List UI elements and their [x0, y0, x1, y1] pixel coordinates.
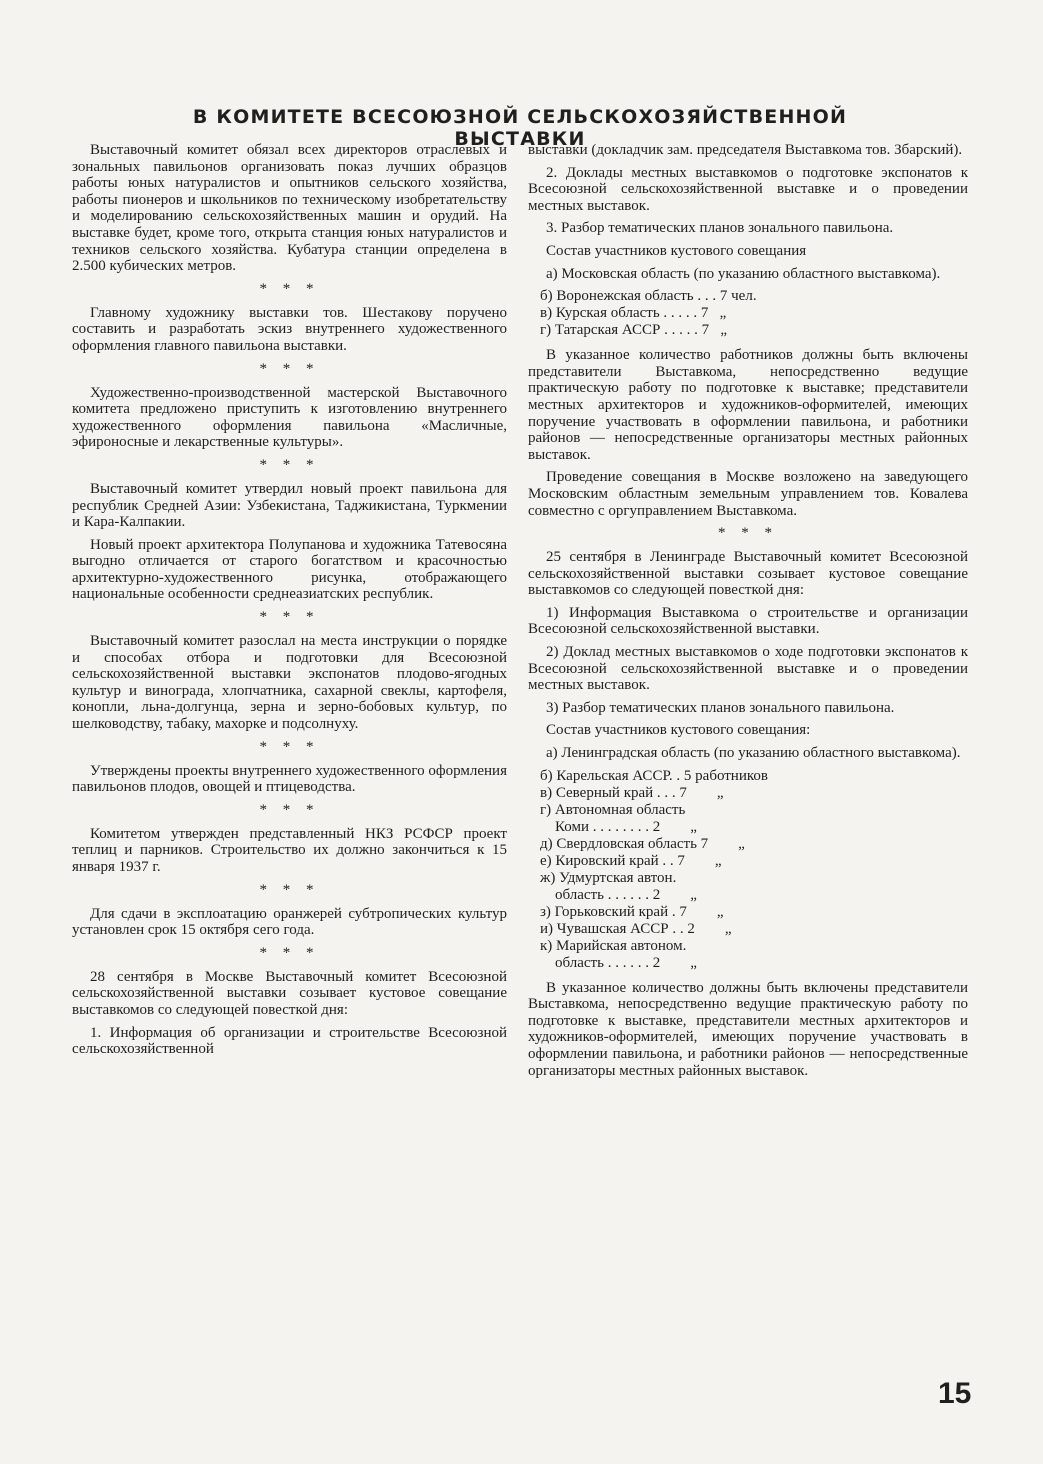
section-separator: * * *: [259, 801, 320, 818]
section-separator: * * *: [259, 738, 320, 755]
paragraph: а) Ленинградская область (по указанию областного выставкома).: [546, 745, 961, 762]
paragraph: Художественно-производственной мастерской Выставочного комитета предложено приступить к изготовлению внутреннего художественного оформления павильона «Масличные, эфироносные и лекарственные культуры».: [72, 384, 507, 451]
page-number: 15: [938, 1377, 972, 1410]
paragraph: Новый проект архитектора Полупанова и художника Татевосяна выгодно отличается от старого богатством и красочностью архитектурно-художественного рисунка, отображающего национальные особенности среднеазиатских республик.: [72, 536, 507, 603]
section-separator: * * *: [259, 360, 320, 377]
section-separator: * * *: [259, 280, 320, 297]
list-item: д) Свердловская область 7 „: [540, 835, 745, 852]
list-item: область . . . . . . 2 „: [540, 886, 697, 903]
list-item: з) Горьковский край . 7 „: [540, 903, 724, 920]
paragraph: 1. Информация об организации и строительстве Всесоюзной сельскохозяйственной: [72, 1024, 507, 1058]
section-separator: * * *: [259, 944, 320, 961]
paragraph: Главному художнику выставки тов. Шестакову поручено составить и разработать эскиз внутреннего художественного оформления главного павильона выставки.: [72, 304, 507, 354]
left-column: [72, 142, 507, 1064]
paragraph: Выставочный комитет обязал всех директоров отраслевых и зональных павильонов организовать показ лучших образцов работы юных натуралистов и опытников сельского хозяйства, работы пионеров и школьников по техническому изобретательству и моделированию сельскохозяйственных машин и орудий. На выставке будет, кроме того, открыта станция юных натуралистов и техников сельского хозяйства. Кубатура станции определена в 2.500 кубических метров.: [72, 142, 507, 275]
list-item: к) Марийская автоном.: [540, 937, 687, 954]
paragraph: 25 сентября в Ленинграде Выставочный комитет Всесоюзной сельскохозяйственной выставки созывает кустовое совещание выставкомов со следующей повесткой дня:: [528, 549, 968, 599]
paragraph: 3) Разбор тематических планов зонального павильона.: [546, 699, 895, 716]
page-title: В КОМИТЕТЕ ВСЕСОЮЗНОЙ СЕЛЬСКОХОЗЯЙСТВЕННОЙ ВЫСТАВКИ: [192, 106, 848, 150]
list-item: в) Северный край . . . 7 „: [540, 784, 724, 801]
section-separator: * * *: [259, 456, 320, 473]
paragraph: 2. Доклады местных выставкомов о подготовке экспонатов к Всесоюзной сельскохозяйственной выставке и о проведении местных выставок.: [528, 164, 968, 214]
list-item: в) Курская область . . . . . 7 „: [540, 305, 727, 322]
list-item: е) Кировский край . . 7 „: [540, 852, 722, 869]
paragraph: Состав участников кустового совещания:: [546, 722, 811, 739]
right-column: [528, 142, 968, 1085]
section-separator: * * *: [718, 525, 778, 542]
paragraph: Для сдачи в эксплоатацию оранжерей субтропических культур установлен срок 15 октября сего года.: [72, 905, 507, 939]
paragraph: Комитетом утвержден представленный НКЗ РСФСР проект теплиц и парников. Строительство их должно закончиться к 15 января 1937 г.: [72, 825, 507, 875]
list-item: г) Автономная область: [540, 801, 686, 818]
list-item: ж) Удмуртская автон.: [540, 869, 677, 886]
list-item: область . . . . . . 2 „: [540, 954, 697, 971]
section-separator: * * *: [259, 881, 320, 898]
paragraph: Состав участников кустового совещания: [546, 242, 807, 259]
list-item: и) Чувашская АССР . . 2 „: [540, 920, 732, 937]
paragraph: 28 сентября в Москве Выставочный комитет Всесоюзной сельскохозяйственной выставки созывает кустовое совещание выставкомов со следующей повесткой дня:: [72, 968, 507, 1018]
list-item: б) Воронежская область . . . 7 чел.: [540, 288, 757, 305]
paragraph: выставки (докладчик зам. председателя Выставкома тов. Збарский).: [528, 142, 963, 158]
section-separator: * * *: [259, 609, 320, 626]
paragraph: 1) Информация Выставкома о строительстве и организации Всесоюзной сельскохозяйственной выставки.: [528, 604, 968, 638]
paragraph: В указанное количество должны быть включены представители Выставкома, непосредственно ведущие практическую работу по подготовке к выставке, представители местных архитекторов и художников-оформителей, имеющих поручение участвовать в оформлении павильона, и работники районов — непосредственные организаторы местных районных выставок.: [528, 979, 968, 1079]
list-item: Коми . . . . . . . . 2 „: [540, 818, 697, 835]
paragraph: а) Московская область (по указанию областного выставкома).: [546, 265, 941, 282]
participants-list-leningrad: [528, 768, 968, 972]
paragraph: 3. Разбор тематических планов зонального павильона.: [546, 220, 894, 237]
paragraph: Утверждены проекты внутреннего художественного оформления павильонов плодов, овощей и птицеводства.: [72, 762, 507, 796]
paragraph: Проведение совещания в Москве возложено на заведующего Московским областным земельным управлением тов. Ковалева совместно с оргуправлением Выставкома.: [528, 469, 968, 519]
list-item: г) Татарская АССР . . . . . 7 „: [540, 322, 727, 339]
paragraph: Выставочный комитет утвердил новый проект павильона для республик Средней Азии: Узбекистана, Таджикистана, Туркмении и Кара-Калпакии.: [72, 480, 507, 531]
paragraph: 2) Доклад местных выставкомов о ходе подготовки экспонатов к Всесоюзной сельскохозяйственной выставке и о проведении местных выставок.: [528, 644, 968, 694]
paragraph: В указанное количество работников должны быть включены представители Выставкома, непосредственно ведущие практическую работу по подготовке к выставке; представители местных архитекторов и художников-оформителей, имеющих поручение участвовать в оформлении павильона, и работники районов — непосредственные организаторы местных районных выставок.: [528, 347, 968, 463]
paragraph: Выставочный комитет разослал на места инструкции о порядке и способах отбора и подготовки для Всесоюзной сельскохозяйственной выставки экспонатов плодово-ягодных культур и винограда, хлопчатника, сахарной свеклы, картофеля, конопли, льна-долгунца, зерна и зерно-бобовых культур, по шелководству, табаку, махорке и подсолнуху.: [72, 633, 507, 733]
participants-list-moscow: [528, 288, 968, 339]
list-item: б) Карельская АССР. . 5 работников: [540, 767, 768, 784]
